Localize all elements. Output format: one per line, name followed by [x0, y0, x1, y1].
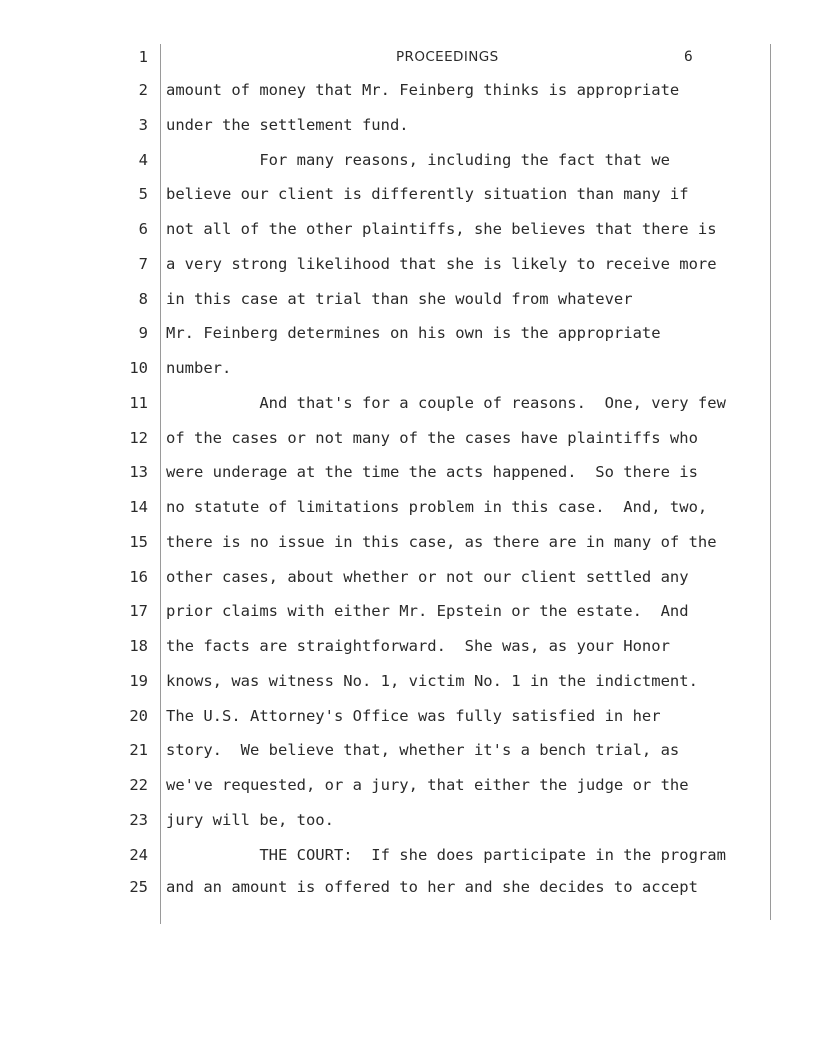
transcript-line: [0, 114, 816, 149]
line-text: of the cases or not many of the cases have plaintiffs who: [166, 428, 698, 447]
transcript-line: [0, 183, 816, 218]
line-text: no statute of limitations problem in this case. And, two,: [166, 498, 708, 516]
line-number: 19: [129, 671, 148, 690]
transcript-line: [0, 253, 816, 288]
line-number: 23: [129, 810, 148, 829]
transcript-line: [0, 218, 816, 253]
line-number: 25: [129, 878, 148, 897]
transcript-line: [0, 357, 816, 392]
page-number: 6: [684, 49, 693, 65]
line-text: number.: [166, 359, 232, 377]
transcript-line: [0, 876, 816, 911]
line-number: 17: [129, 602, 148, 621]
transcript-line: [0, 844, 816, 879]
transcript-line: [0, 566, 816, 601]
transcript-line: [0, 531, 816, 566]
transcript-line: [0, 635, 816, 670]
line-number: 20: [129, 706, 148, 725]
line-text: jury will be, too.: [166, 810, 334, 829]
line-text: the facts are straightforward. She was, as your Honor: [166, 637, 670, 655]
transcript-line: [0, 774, 816, 809]
line-number: 14: [129, 498, 148, 516]
line-number: 13: [129, 463, 148, 482]
line-text: knows, was witness No. 1, victim No. 1 in the indictment.: [166, 671, 698, 690]
line-text: amount of money that Mr. Feinberg thinks is appropriate: [166, 81, 680, 99]
transcript-line: [0, 739, 816, 774]
line-number: 15: [129, 532, 148, 551]
line-text: prior claims with either Mr. Epstein or the estate. And: [166, 602, 689, 621]
transcript-line: [0, 322, 816, 357]
transcript-line: [0, 392, 816, 427]
line-number: 11: [129, 393, 148, 412]
line-text: we've requested, or a jury, that either the judge or the: [166, 776, 689, 794]
transcript-line: [0, 670, 816, 705]
line-text: other cases, about whether or not our client settled any: [166, 567, 689, 586]
line-number: 3: [138, 115, 148, 134]
line-number: 2: [138, 81, 148, 99]
line-number: 18: [129, 637, 148, 655]
transcript-line: [0, 496, 816, 531]
line-number: 10: [129, 359, 148, 377]
line-number: 8: [138, 289, 148, 308]
line-number: 4: [138, 150, 148, 169]
line-number: 9: [138, 324, 148, 343]
line-text: believe our client is differently situation than many if: [166, 185, 689, 204]
line-text: were underage at the time the acts happened. So there is: [166, 463, 698, 482]
line-text: THE COURT: If she does participate in the program: [166, 845, 726, 864]
line-number: 12: [129, 428, 148, 447]
line-number: 1: [138, 48, 148, 66]
line-text: and an amount is offered to her and she decides to accept: [166, 878, 698, 897]
transcript-line: [0, 427, 816, 462]
line-text: in this case at trial than she would from whatever: [166, 289, 633, 308]
line-text: a very strong likelihood that she is likely to receive more: [166, 254, 717, 273]
line-text: not all of the other plaintiffs, she believes that there is: [166, 220, 717, 238]
line-text: story. We believe that, whether it's a bench trial, as: [166, 741, 680, 760]
page-header-title: PROCEEDINGS: [396, 49, 499, 65]
line-text: And that's for a couple of reasons. One, very few: [166, 393, 726, 412]
transcript-line: [0, 600, 816, 635]
line-text: Mr. Feinberg determines on his own is the appropriate: [166, 324, 661, 343]
transcript-line: [0, 149, 816, 184]
transcript-line: [0, 461, 816, 496]
line-text: there is no issue in this case, as there are in many of the: [166, 532, 717, 551]
transcript-line: [0, 809, 816, 844]
transcript-line: [0, 288, 816, 323]
line-text: under the settlement fund.: [166, 115, 409, 134]
line-number: 5: [138, 185, 148, 204]
line-number: 6: [138, 220, 148, 238]
transcript-line: [0, 46, 816, 81]
line-number: 24: [129, 845, 148, 864]
line-number: 21: [129, 741, 148, 760]
transcript-line: [0, 705, 816, 740]
line-number: 22: [129, 776, 148, 794]
line-number: 7: [138, 254, 148, 273]
line-text: For many reasons, including the fact that we: [166, 150, 670, 169]
line-text: The U.S. Attorney's Office was fully satisfied in her: [166, 706, 661, 725]
line-number: 16: [129, 567, 148, 586]
transcript-line: [0, 79, 816, 114]
